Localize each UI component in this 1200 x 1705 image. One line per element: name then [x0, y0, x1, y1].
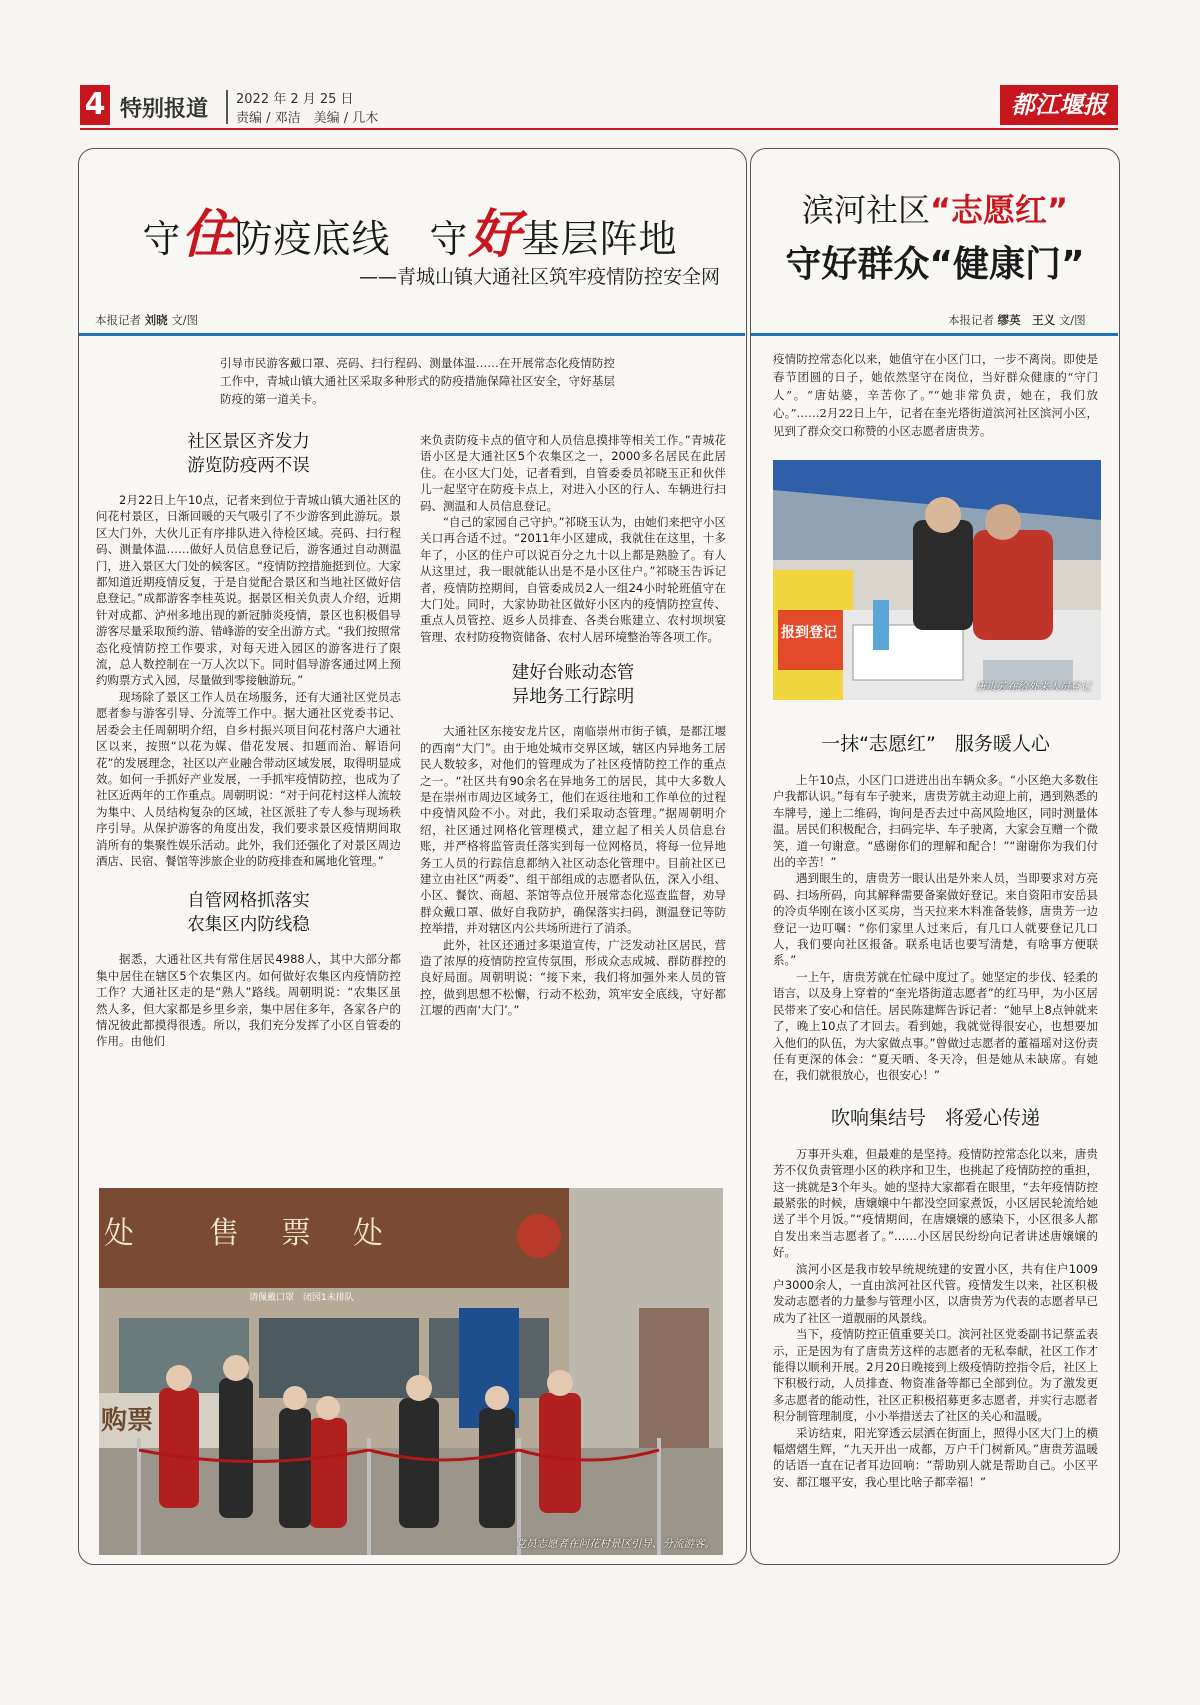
right-title-rule [751, 333, 1118, 336]
right-article-photo [773, 460, 1101, 700]
paragraph: 大通社区东接安龙片区，南临崇州市街子镇，是都江堰的西南“大门”。由于地处城市交界区域，辖区内异地务工居民人数较多，对他们的管理成为了社区疫情防控工作的重点之一。“社区共有90余名在异地务工的居民，其中大多数人是在崇州市周边区域务工，他们在返往地和工作单位的过程中疫情风险不小。对此，我们采取动态管理。”据周朝明介绍，社区通过网格化管理模式，建立起了相关人员信息台账，并严格将监管责任落实到每一位网格员，将每一位异地务工人员的行踪信息都纳入社区动态化管理中。目前社区已建立由社区“两委”、组干部组成的志愿者队伍，深入小组、小区、餐饮、商超、茶馆等点位开展常态化巡查监督，劝导群众戴口罩、做好自我防护，确保落实扫码，测温登记等防控举措，并对辖区内公共场所进行了消杀。 [420, 724, 726, 936]
section-heading [96, 430, 401, 478]
editors-credit: 责编 / 邓洁 美编 / 几木 [236, 111, 379, 126]
title-text: 滨河社区 [801, 191, 930, 229]
photo-sign-buy-ticket: 购票 [101, 1406, 154, 1436]
byline-prefix: 本报记者 [948, 313, 994, 327]
section-heading-line: 异地务工行踪明 [511, 687, 635, 708]
article-body [96, 951, 401, 1049]
section-heading-line: 农集区内防线稳 [187, 915, 310, 936]
article-body [773, 1146, 1098, 1491]
article-body [96, 492, 401, 869]
paragraph: 来负责防疫卡点的值守和人员信息摸排等相关工作。”青城花语小区是大通社区5个农集区之一，2000多名居民在此居住。在小区大门处，记者看到，自管委委员祁晓玉正和伙伴儿一起坚守在防疫卡点上，对进入小区的行人、车辆进行扫码、测温和人员信息登记。 [420, 433, 726, 513]
right-article-title-line-2: 守好群众“健康门” [785, 244, 1085, 285]
section-heading-line: 自管网格抓落实 [187, 891, 310, 912]
newspaper-logo: 都江堰报 [1000, 85, 1118, 125]
paragraph: 据悉，大通社区共有常住居民4988人，其中大部分都集中居住在辖区5个农集区内。如何做好农集区内疫情防控工作？大通社区走的是“熟人”路线。周朝明说：“农集区虽然人多，但大家都是乡里乡亲，集中居住多年，各家各户的情况彼此都摸得很透。所以，我们充分发挥了小区自管委的作用。由他们 [96, 952, 401, 1049]
left-byline [95, 312, 198, 328]
left-column-1 [96, 430, 401, 1050]
title-char: 守 [429, 217, 469, 261]
left-article-title [100, 192, 720, 267]
section-heading-line: 游览防疫两不误 [187, 456, 310, 476]
section-name: 特别报道 [120, 97, 209, 122]
photo-illustration [99, 1188, 723, 1555]
right-byline [948, 312, 1086, 328]
title-char: 守 [142, 217, 182, 261]
paragraph: 采访结束，阳光穿透云层洒在街面上，照得小区大门上的横幅熠熠生辉，“九天开出一成都，万户千门树新风。”唐贵芳温暖的话语一直在记者耳边回响：“帮助别人就是帮助自己。小区平安、都江堰平安，我心里比啥子都幸福！” [773, 1425, 1098, 1489]
left-intro: 引导市民游客戴口罩、亮码、扫行程码、测量体温……在开展常态化疫情防控工作中，青城山镇大通社区采取多种形式的防疫措施保障社区安全，守好基层防疫的第一道关卡。 [220, 356, 615, 406]
photo-sign-notice: 请佩戴口罩 闭园1未排队 [249, 1293, 354, 1303]
section-heading [96, 889, 401, 937]
byline-author: 缪英 王义 [997, 313, 1056, 327]
paragraph: 此外，社区还通过多渠道宣传，广泛发动社区居民，营造了浓厚的疫情防控宣传氛围，形成众志成城、群防群控的良好局面。周朝明说：“接下来，我们将加强外来人员的管控，做到思想不松懈，行动不松劲，筑牢安全底线，守好都江堰的西南‘大门’。” [420, 937, 726, 1018]
section-heading-line: 建好台账动态管 [511, 663, 635, 684]
title-highlight: “志愿红” [929, 191, 1069, 229]
paragraph: “自己的家园自己守护。”祁晓玉认为，由她们来把守小区关口再合适不过。“2011年小区建成，我就住在这里，十多年了，小区的住户可以说百分之九十以上都是熟脸了。有人从这里过，我一眼就能认出是不是小区住户。”祁晓玉告诉记者，疫情防控期间，自管委成员2人一组24小时轮班值守在大门处。同时，大家协助社区做好小区内的疫情防控宣传、重点人员管控、返乡人员排查、各类台账建立、农村坝坝宴管理、农村防疫物资储备、农村人居环境整治等各项工作。 [420, 515, 726, 644]
photo-sign-ticket-office: 售 票 处 [209, 1216, 389, 1251]
paragraph: 现场除了景区工作人员在场服务，还有大通社区党员志愿者参与游客引导、分流等工作中。据大通社区党委书记、居委会主任周朝明介绍，自乡村振兴项目问花村落户大通社区以来，按照“以花为媒、借花发展、扣题而治、解语问花”的发展理念，社区以产业融合带动区域发展，取得明显成效。如何一手抓好产业发展，一手抓牢疫情防控，也成为了社区近两年的工作重点。周朝明说：“对于问花村这样人流较为集中、人员结构复杂的区域，社区派驻了专人参与现场秩序引导。从保护游客的角度出发，我们要求景区疫情期间取消所有的集聚性娱乐活动。此外，我们还强化了对景区周边酒店、民宿、餐馆等涉旅企业的防疫排查和属地化管理。” [96, 689, 401, 868]
left-article-photo [99, 1188, 723, 1555]
paragraph: 2月22日上午10点，记者来到位于青城山镇大通社区的问花村景区，日渐回暖的天气吸引了不少游客到此游玩。景区大门外，大伙儿正有序排队进入待检区域。亮码、扫行程码、测量体温……做好人员信息登记后，游客通过自动测温门，进入景区大门处的候客区。“疫情防控措施挺到位。大家都知道近期疫情反复，于是自觉配合景区和当地社区做好信息登记。”成都游客李桂英说。据景区相关负责人介绍，近期针对成都、泸州多地出现的新冠肺炎疫情，景区也积极倡导游客尽量采取预约游、错峰游的安全出游方式。“我们按照常态化疫情防控工作要求，对每天进入园区的游客进行了限流，总人数控制在一万人次以下。同时倡导游客通过网上预约购票方式入园，尽量做到零接触游玩。” [96, 493, 401, 688]
article-body [420, 432, 726, 645]
paragraph: 当下，疫情防控正值重要关口。滨河社区党委副书记蔡孟表示，正是因为有了唐贵芳这样的志愿者的无私奉献，社区工作才能得以顺利开展。2月20日晚接到上级疫情防控指令后，社区上下积极行动，人员排查、物资准备等都已全部到位。为了激发更多志愿者的能动性，社区正积极招募更多志愿者，并实行志愿者积分制管理制度，小小举措送去了社区的关心和温暖。 [773, 1327, 1098, 1424]
issue-date: 2022 年 2 月 25 日 [236, 92, 354, 107]
left-article-subtitle: ——青城山镇大通社区筑牢疫情防控安全网 [358, 266, 720, 288]
left-title-rule [79, 333, 745, 336]
section-heading [420, 661, 726, 709]
photo-caption: 唐贵芳在给外来人员登记 [975, 681, 1091, 693]
title-highlight-char: 好 [468, 204, 522, 265]
article-body [773, 772, 1098, 1084]
photo-sign-left: 处 [104, 1216, 134, 1251]
title-highlight-char: 住 [181, 204, 235, 265]
byline-suffix: 文/图 [171, 313, 199, 327]
left-column-2 [420, 432, 726, 1019]
section-heading: 一抹“志愿红” 服务暖人心 [821, 733, 1050, 755]
photo-sign-register: 报到登记 [781, 625, 837, 641]
right-article-title-line-1 [760, 185, 1110, 231]
photo-caption: 党员志愿者在问花村景区引导、分流游客。 [515, 1538, 715, 1550]
section-heading: 吹响集结号 将爱心传递 [830, 1106, 1040, 1129]
header-rule [80, 128, 1118, 130]
title-text: 防疫底线 [234, 217, 391, 261]
paragraph: 万事开头难，但最难的是坚持。疫情防控常态化以来，唐贵芳不仅负责管理小区的秩序和卫生，也挑起了疫情防控的重担，这一挑就是3个年头。她的坚持大家都看在眼里，“去年疫情防控最紧张的时候，唐嬢嬢中午都没空回家煮饭，小区居民轮流给她送了半个月饭。”“疫情期间，在唐嬢嬢的感染下，小区很多人都自发出来当志愿者了。”……小区居民纷纷向记者讲述唐嬢嬢的好。 [773, 1146, 1098, 1260]
byline-suffix: 文/图 [1058, 313, 1086, 327]
paragraph: 一上午，唐贵芳就在忙碌中度过了。她坚定的步伐、轻柔的语言，以及身上穿着的“奎光塔街道志愿者”的红马甲，为小区居民带来了安心和信任。居民陈建辉告诉记者：“她早上8点钟就来了，晚上10点了才回去。看到她，我就觉得很安心，也想要加入他们的队伍，为大家做点事。”曾做过志愿者的董福瑶对这份责任有更深的体会：“夏天晒、冬天冷，但是她从未缺席。有她在，我们就很放心，也很安心！” [773, 969, 1098, 1083]
byline-author: 刘晓 [144, 313, 168, 327]
paragraph: 遇到眼生的，唐贵芳一眼认出是外来人员，当即要求对方亮码、扫场所码，向其解释需要备案做好登记。来自资阳市安岳县的冷贞华刚在该小区买房，当天拉来木料准备装修，唐贵芳一边登记一边叮嘱：“你们家里人过来后，有几口人就要登记几口人，我们要向社区报备。联系电话也要写清楚，有啥事方便联系。” [773, 871, 1098, 968]
right-intro: 疫情防控常态化以来，她值守在小区门口，一步不离岗。即使是春节团圆的日子，她依然坚守在岗位，当好群众健康的“守门人”。“唐姑婆，辛苦你了。”“她非常负责，她在，我们放心。”……2月22日上午，记者在奎光塔街道滨河社区滨河小区，见到了群众交口称赞的小区志愿者唐贵芳。 [773, 352, 1098, 438]
photo-illustration [773, 460, 1101, 700]
header-divider [226, 90, 228, 124]
paragraph: 滨河小区是我市较早统规统建的安置小区，共有住户1009户3000余人，一直由滨河社区代管。疫情发生以来，社区积极发动志愿者的力量参与管理小区，以唐贵芳为代表的志愿者早已成为了社区一道靓丽的风景线。 [773, 1261, 1098, 1325]
paragraph: 上午10点，小区门口进进出出车辆众多。“小区绝大多数住户我都认识。”每有车子驶来，唐贵芳就主动迎上前，遇到熟悉的车牌号，递上二维码，询问是否去过中高风险地区，同时测量体温。居民们积极配合，扫码完毕、车子驶离，大家会互赠一个微笑，道一句谢意。“感谢你们的理解和配合！”“谢谢你为我们付出的辛苦！” [773, 773, 1098, 870]
section-heading-line: 社区景区齐发力 [187, 432, 310, 452]
article-body [420, 723, 726, 1018]
right-column [773, 732, 1098, 1490]
title-text: 基层阵地 [521, 217, 678, 261]
byline-prefix: 本报记者 [95, 313, 141, 327]
page-number: 4 [80, 85, 110, 125]
